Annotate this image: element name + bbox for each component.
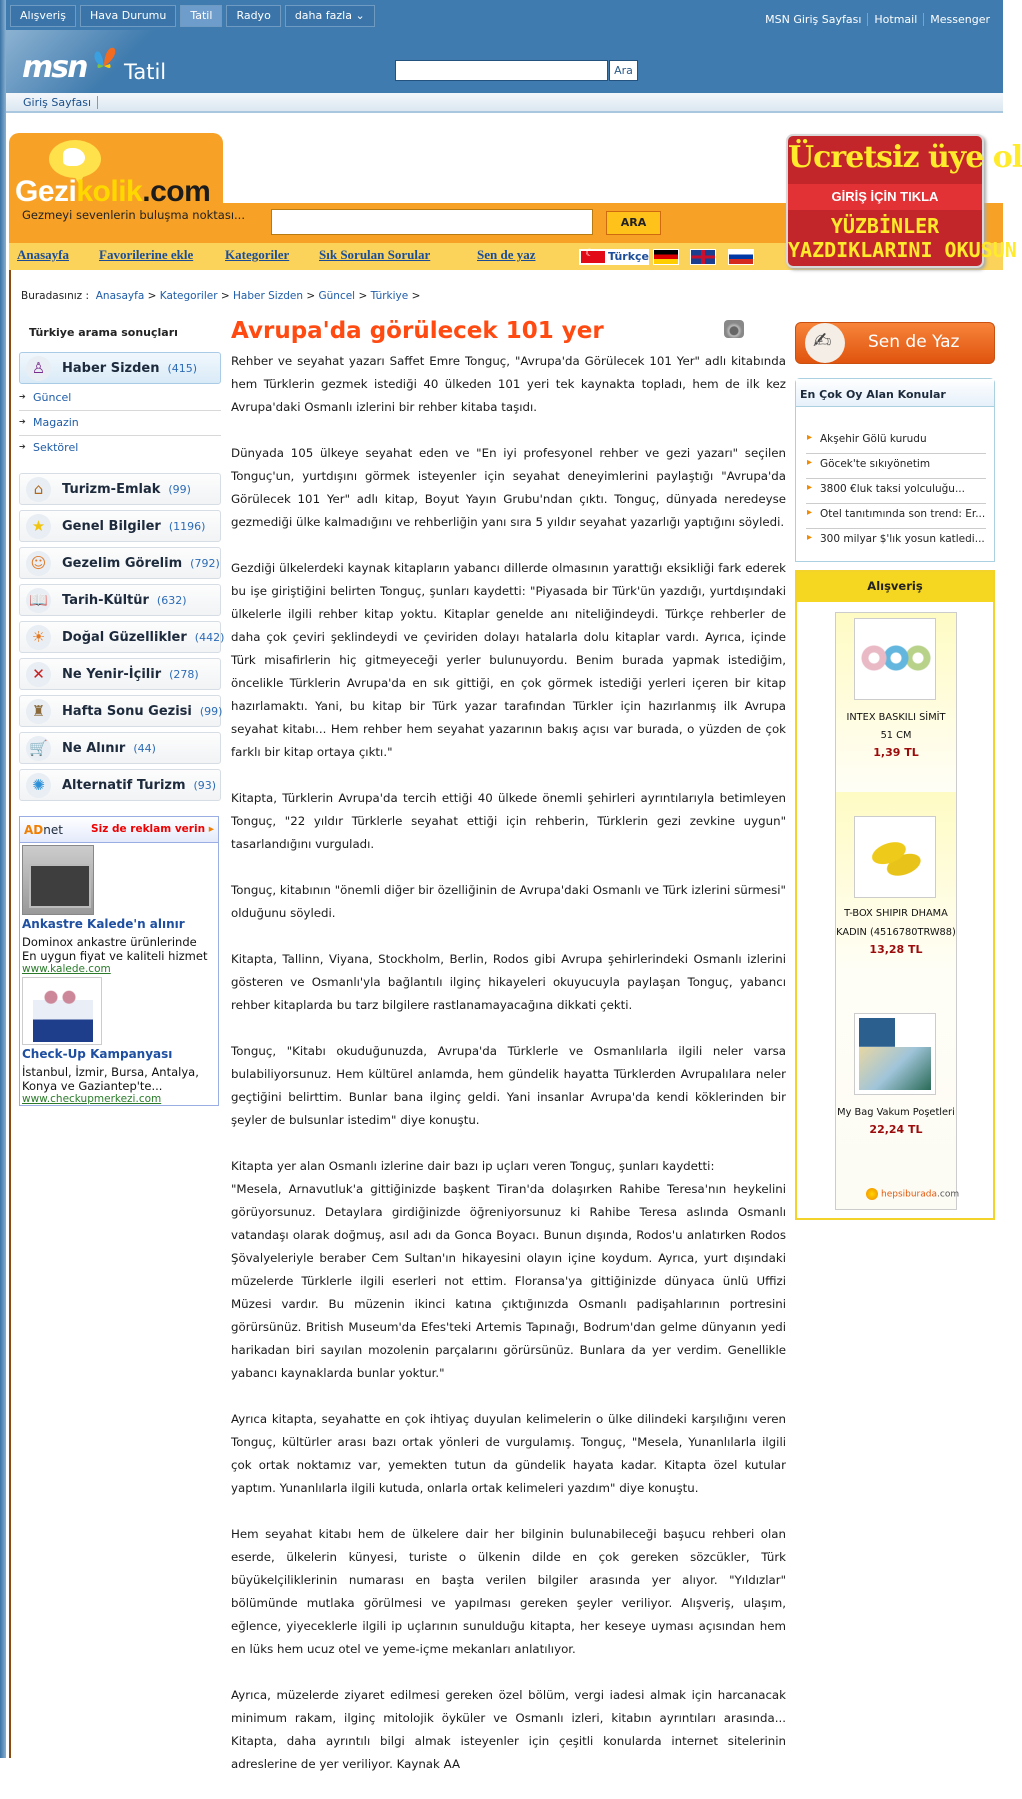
product-price: 22,24 TL [869,1123,923,1136]
category-name: Ne Alınır [62,741,126,756]
msn-section-title: Tatil [124,60,167,84]
article-paragraph: Tonguç, kitabının "önemli diğer bir özelliğinin de Avrupa'daki Osmanlı ve Türk izlerini sürmesi" olduğunu söyledi. [231,883,786,920]
lang-turkish[interactable]: ☾ Türkçe [579,249,649,265]
globe-icon: ✺ [26,773,51,798]
podcast-person-icon: ♙ [26,356,51,381]
article-paragraph: Rehber ve seyahat yazarı Saffet Emre Tonguç, "Avrupa'da Görülecek 101 Yer" adlı kitabında hem Türklerin gezmek istediği 40 ülkeden 101 yeri tek kaynakta topladı, hem de ilk kez Avrupa'daki Osmanlı izlerini bir rehber kitaba taşıdı. [231,354,786,414]
daha-fazla-label: daha fazla [294,9,352,22]
product-price: 13,28 TL [869,943,923,956]
article-paragraph: Hem seyahat kitabı hem de ülkelere dair her bilginin bulunabileceği başucu rehberi olan eserde, ülkelerin künyesi, turiste o ülkenin dilde en çok gereken sözcükler, Türk büyükelçiliklerinin numarası en başta verilen bilgiler arasında yer alıyor. "Yıldızlar" bölümünde mutlaka görülmesi ve yapılması gereken şeyler veriliyor. Alışveriş, ulaşım, eğlence, yiyeceklerle ilgili ip uçlarının sunulduğu kitapta, her keseye uyması açısından hem en lüks hem ucuz otel ve yeme-içme mekanları anlatılıyor. [231,1527,786,1656]
germany-flag-icon[interactable] [653,249,679,265]
category-item[interactable] [19,658,221,690]
most-voted-item[interactable]: ▸ Göcek'te sıkıyönetim [806,454,986,479]
messenger-link[interactable]: Messenger [923,13,996,26]
category-item[interactable] [19,510,221,542]
site-logo[interactable] [9,133,245,243]
content-frame [9,270,1003,1771]
category-item[interactable] [19,584,221,616]
swim-rings-image[interactable] [854,618,936,700]
shopping-title: Alışveriş [797,572,993,602]
tab-daha-fazla[interactable] [285,5,375,27]
house-icon: ⌂ [26,477,51,502]
category-count: (44) [133,742,156,755]
category-name: Ne Yenir-İçilir [62,667,162,682]
tab-tatil[interactable]: Tatil [180,5,222,27]
category-name: Haber Sizden [62,361,160,376]
msn-logo[interactable]: msn [22,50,87,85]
adnet-box [19,816,219,1106]
site-search-input[interactable] [271,209,593,235]
article-paragraph: Kitapta, Türklerin Avrupa'da tercih ettiği 40 ülkede önemli şehirleri ayrıntılarıyla betimleyen Tonguç, "22 yıldır Türklerle seyahat ettiği için rehberin, Türklerin gezi zevkine uygun" tasarlandığını vurguladı. [231,791,786,851]
ad-text: En uygun fiyat ve kaliteli hizmet [22,949,208,963]
ad-text: Konya ve Gaziantep'te... [22,1079,163,1093]
doctors-ad-image[interactable] [22,977,102,1045]
breadcrumb-kategoriler[interactable]: Kategoriler [159,290,218,302]
shopping-cart-icon: 🛒 [26,736,51,761]
category-count: (442) [194,631,225,644]
breadcrumb-anasayfa[interactable]: Anasayfa [95,290,145,302]
site-slogan: Gezmeyi sevenlerin buluşma noktası... [22,208,245,222]
article-paragraph: Kitapta, Tallinn, Viyana, Stockholm, Berlin, Rodos gibi Avrupa şehirlerindeki Osmanlı izlerini gösteren ve Osmanlı'yla bağlantılı ilginç hikayeleri okuyucuyla paylaşan Tonguç, yabancı rehber kitaplarda bu tarz bilgilere rastlanamayacağına dikkati çekti. [231,952,786,1012]
category-count: (278) [169,668,199,681]
product-price: 1,39 TL [873,746,919,759]
ad-url[interactable]: www.checkupmerkezi.com [22,1093,162,1105]
nav-kategoriler[interactable]: Kategoriler [225,247,290,262]
signup-promo-banner[interactable] [786,134,1022,268]
msn-home-link[interactable]: MSN Giriş Sayfası [765,13,862,26]
most-voted-item[interactable]: ▸ Otel tanıtımında son trend: Er... [806,504,986,529]
promo-line1: Ücretsiz üye ol [788,140,1022,175]
category-haber-sizden[interactable] [19,352,221,384]
category-name: Doğal Güzellikler [62,630,187,645]
subcategory-magazin[interactable]: ➔ Magazin [19,412,221,436]
msn-top-links [759,13,996,26]
globe-bubble-icon [49,140,101,178]
vacuum-bag-image[interactable] [854,1013,936,1095]
bullet-icon: ➔ [19,442,26,451]
product-name[interactable]: My Bag Vakum Poşetleri [837,1107,955,1118]
article-paragraph: Kitapta yer alan Osmanlı izlerine dair bazı ip uçları veren Tonguç, şunları kaydetti: [231,1159,715,1173]
msn-subnav [6,93,1003,113]
site-search-button[interactable]: ARA [606,211,661,235]
nav-favorilerine-ekle[interactable]: Favorilerine ekle [99,247,194,262]
adnet-header [20,817,218,843]
russia-flag-icon[interactable] [728,249,754,265]
category-item[interactable] [19,473,221,505]
ad-title[interactable]: Check-Up Kampanyası [22,1047,173,1061]
category-count: (99) [168,483,191,496]
article-body [231,350,786,1799]
product-name[interactable]: KADIN (4516780TRW88) [836,927,956,938]
article-paragraph: Ayrıca, müzelerde ziyaret edilmesi gereken özel bölüm, vergi iadesi almak için harcanacak minimum rakam, ilginç mitolojik öyküler ve Osmanlı izleri, kitabın ayrıntıları arasında... Kitapta, daha ayrıntılı bilgi almak isteyenler için çeşitli konularda internet sitelerinin adreslerine de yer veriliyor. Kaynak AA [231,1688,786,1771]
category-count: (632) [156,594,187,607]
msn-header [0,0,1003,93]
category-count: (792) [190,557,220,570]
breadcrumb-guncel[interactable]: Güncel [318,290,356,302]
sidebar-heading: Türkiye arama sonuçları [29,326,178,339]
msn-butterfly-icon [92,46,116,72]
person-reading-icon: ☺ [26,551,51,576]
category-name: Alternatif Turizm [62,778,186,793]
bullet-icon: ➔ [19,417,26,426]
breadcrumb: Buradasınız : Anasayfa > Kategoriler > Haber Sizden > Güncel > Türkiye > [21,290,421,302]
category-item[interactable] [19,769,221,801]
oven-ad-image[interactable] [22,845,94,915]
article-paragraph: "Mesela, Arnavutluk'a gittiğinizde başkent Tiran'da dolaşırken Rahibe Teresa'nın heykelini görüyorsunuz. Detaylara girdiğinizde öğreniyorsunuz ki Rahibe Teresa aslında Osmanlı vatandaşı olarak doğmuş, asıl adı da Gonca Boyacı. Bunun dışında, Rodos'u anlatırken Rodos Şövalyeleriyle beraber Cem Sultan'ın hikayesini olayın içine koydum. Ayrıca, yurt dışındaki müzelerde Türklerle ilgili eserleri not ettim. Floransa'ya gittiğinizde dünyaca ünlü Uffizi Müzesi vardır. Bu müzenin ikinci katına çıktığınızda Osmanlı padişahlarının portresini görürsünüz. British Museum'da Efes'teki Artemis Tapınağı, Bodrum'dan gelme dünyanın yedi harikadan biri sayılan mozolenin parçalarını görürsünüz. Bunlara da yer verdim. Genellikle yabancı kaynaklarda bunlar yoktur." [231,1182,786,1380]
arrow-right-icon: ▸ [208,823,214,835]
category-name: Tarih-Kültür [62,593,149,608]
boot-icon: ♜ [26,699,51,724]
shopping-products [835,612,960,1210]
promo-line2: GİRİŞ İÇİN TIKLA [788,184,982,210]
tab-radyo[interactable]: Radyo [226,5,280,27]
category-item[interactable] [19,732,221,764]
category-count: (415) [167,362,198,375]
ad-text: Dominox ankastre ürünlerinde [22,935,197,949]
product-name[interactable]: 51 CM [880,730,912,741]
promo-line3: YÜZBİNLER YAZDIKLARINI OKUSUN [788,214,1017,262]
sunset-palm-icon: ☀ [26,625,51,650]
shopping-box [795,570,995,1220]
article-title: Avrupa'da görülecek 101 yer [231,318,604,344]
left-page-edge [0,0,6,1758]
nav-sss[interactable]: Sık Sorulan Sorular [319,247,431,262]
article-paragraph: Tonguç, "Kitabı okuduğunuzda, Avrupa'da Türklerle ve Osmanlılarla ilgili neler varsa bulabiliyorsunuz. Hem kültürel anlamda, hem gündelik hayatta Türklerden Avrupalılara neler geçtiğini belirttim. Bunlar bana ilginç geldi. Yani insanlar Avrupa'da kendi köklerinden bir şeyler de bulsunlar istedim" diye konuştu. [231,1044,786,1127]
category-count: (93) [193,779,217,792]
flip-flops-image[interactable] [854,816,936,898]
category-item[interactable] [19,621,225,653]
category-count: (99) [199,705,223,718]
subnav-home-link[interactable]: Giriş Sayfası [23,96,98,109]
category-count: (1196) [168,520,206,533]
ad-title[interactable]: Ankastre Kalede'n alınır [22,917,185,931]
ad-url[interactable]: www.kalede.com [22,963,111,975]
hotmail-link[interactable]: Hotmail [867,13,923,26]
most-voted-box [795,378,995,562]
subcategory-sektorel[interactable]: ➔ Sektörel [19,441,79,454]
product-name[interactable]: T-BOX SHIPIR DHAMA [844,908,948,919]
category-name: Genel Bilgiler [62,519,161,534]
category-item[interactable] [19,547,221,579]
writing-hand-icon [805,323,845,363]
uk-flag-icon[interactable] [690,249,716,265]
most-voted-item[interactable]: ▸ Akşehir Gölü kurudu [806,429,986,454]
sen-de-yaz-button[interactable] [795,322,995,364]
site-logo-text: Gezikolik.com [15,175,211,208]
tab-alisveris[interactable]: Alışveriş [10,5,76,27]
most-voted-item[interactable]: ▸ 3800 €luk taksi yolculuğu... [806,479,986,504]
sen-de-yaz-label: Sen de Yaz [868,332,960,352]
nav-sen-de-yaz[interactable]: Sen de yaz [477,247,536,262]
category-name: Gezelim Görelim [62,556,183,571]
article-paragraph: Dünyada 105 ülkeye seyahat eden ve "En iyi profesyonel rehber ve gezi yazarı" seçilen Tonguç'un, yurtdışını görmek isteyenler için seyahat deneyimlerini paylaştığı "Avrupa'da Görülecek 101 Yer" adlı kitap, Boyut Yayın Grubu'ndan çıktı. Tonguç, dünyada neredeyse gezmediği ülke kalmadığını ve rehberliğin yanı sıra 5 yıldır seyahat yazarlığı yaptığını söyledi. [231,446,786,529]
fork-spoon-icon: ✕ [26,662,51,687]
msn-top-tabs [10,5,375,27]
advertise-link[interactable]: Siz de reklam verin ▸ [91,823,214,835]
ad-text: İstanbul, İzmir, Bursa, Antalya, [22,1065,199,1079]
subcategory-guncel[interactable]: ➔ Güncel [19,387,221,411]
most-voted-item[interactable]: ▸ 300 milyar $'lık yosun katledi... [806,529,986,554]
tab-hava-durumu[interactable]: Hava Durumu [80,5,176,27]
article-paragraph: Ayrıca kitapta, seyahatte en çok ihtiyaç duyulan kelimelerin o ülke dilindeki karşılığını veren Tonguç, kültürler arası bazı ortak yönleri de vurgulamış. Tonguç, "Mesela, Yunanlılarla ilgili çok ortak noktamız var, yemekten tutun da gündelik hayata kadar. Kitapta özel kutular yaptım. Yunanlılarla ilgili kutuda, onlarla ortak kelimeleri yazdım" diye konuştu. [231,1412,786,1495]
star-plus-icon: ★ [26,514,51,539]
bullet-icon: ➔ [19,392,26,401]
msn-search-input[interactable] [395,60,608,81]
open-book-icon: 📖 [26,588,51,613]
nav-anasayfa[interactable]: Anasayfa [17,247,70,262]
adnet-logo: ADnet [24,823,63,837]
chevron-down-icon: ⌄ [355,9,365,22]
turkey-flag-icon [581,251,605,263]
breadcrumb-prefix: Buradasınız : [21,290,90,302]
product-name[interactable]: INTEX BASKILI SİMİT [846,712,946,723]
hepsiburada-logo[interactable]: hepsiburada.com [866,1188,959,1200]
breadcrumb-haber-sizden[interactable]: Haber Sizden [233,290,303,302]
camera-icon[interactable] [724,320,744,338]
category-name: Hafta Sonu Gezisi [62,704,192,719]
category-item[interactable] [19,695,221,727]
breadcrumb-turkiye[interactable]: Türkiye [370,290,409,302]
category-name: Turizm-Emlak [62,482,161,497]
article-paragraph: Gezdiği ülkelerdeki kaynak kitapların yabancı dillerde olmasının yarattığı eksikliği fark ederek bu işe giriştiğini belirten Tonguç, şunları kaydetti: "Piyasada bir Türk'ün yazdığı, yurtdışındaki ülkelerle ilgili rehber kitap yoktu. Kitaplar genelde anı niteliğindeydi. Türkçe rehberler de daha çok çeviri şeklindeydi ve çeviriden dolayı hatalarla dolu kitaplar vardı. Ayrıca, içinde Türk misafirlerin hiç gitmeyeceği yerler bulunuyordu. Benim burada yapmak istediğim, öncelikle Türklerin Avrupa'da en sık gittiği, en çok görmek istediği yerleri içeren bir kitap hazırlamaktı. Yani, bu kitap bir Türk yazar tarafından Türkler için hazırlanmış ilk Avrupa seyahat kitabı... Hem rehber hem seyahat yazarının bakış açısı var burada, o yüzden de çok farklı bir kitap ortaya çıktı." [231,561,786,759]
msn-search-button[interactable]: Ara [609,60,638,81]
most-voted-title: En Çok Oy Alan Konular [796,379,994,407]
